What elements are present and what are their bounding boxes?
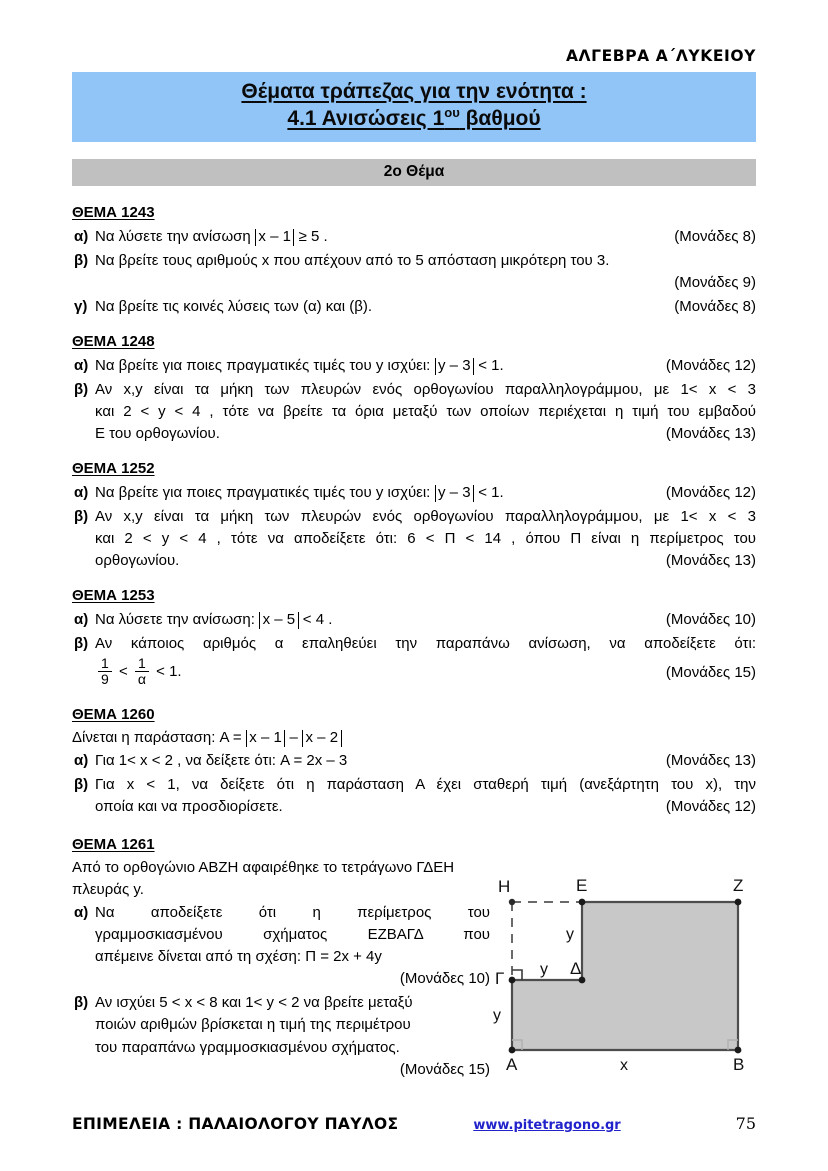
- course-header: ΑΛΓΕΒΡΑ Α΄ΛΥΚΕΙΟΥ: [565, 47, 756, 65]
- geometry-figure-container: [490, 856, 758, 1076]
- vertex-label-E: E: [576, 876, 588, 896]
- relation-operator-2: < 1.: [152, 663, 182, 681]
- problem-lead-pre: Δίνεται η παράσταση: A =: [72, 728, 246, 746]
- fraction-one-over-alpha: [135, 656, 149, 686]
- title-banner: [72, 72, 756, 142]
- editor-credit: ΕΠΙΜΕΛΕΙΑ : ΠΑΛΑΙΟΛΟΓΟΥ ΠΑΥΛΟΣ: [72, 1115, 399, 1133]
- marks-label: (Μονάδες 13): [665, 552, 756, 570]
- problem-item: [72, 379, 756, 445]
- item-label: α): [74, 611, 89, 629]
- item-text: Για 1< x < 2 , να δείξετε ότι: A = 2x – 3: [95, 752, 348, 770]
- marks-label: (Μονάδες 10): [665, 611, 756, 629]
- title-line-2-post: βαθμού: [459, 106, 541, 130]
- side-label-x-bottom: x: [620, 1057, 628, 1075]
- item-text: [95, 226, 328, 248]
- fraction-denominator: 9: [98, 671, 112, 687]
- relation-operator: <: [114, 663, 132, 681]
- item-text-pre: Να λύσετε την ανίσωση: [95, 227, 255, 245]
- title-line-2-sup: ου: [444, 104, 460, 120]
- item-label: γ): [74, 297, 88, 315]
- vertex-label-Delta: Δ: [570, 959, 582, 979]
- item-label: α): [74, 904, 89, 922]
- vertex-label-A: A: [506, 1055, 518, 1075]
- problem-lead: Από το ορθογώνιο ΑΒΖΗ αφαιρέθηκε το τετράγωνο ΓΔΕΗ πλευράς y.: [72, 859, 455, 898]
- item-label: β): [74, 635, 89, 653]
- item-text-line: Αν κάποιος αριθμός α επαληθεύει την παραπάνω ανίσωση, να αποδείξετε ότι:: [95, 635, 756, 653]
- marks-label: (Μονάδες 8): [674, 227, 756, 245]
- problem-title: ΘΕΜΑ 1243: [72, 203, 155, 221]
- item-text-line: ποιών αριθμών βρίσκεται η τιμή της περιμέτρου: [95, 1016, 411, 1034]
- marks-label: (Μονάδες 15): [665, 663, 756, 681]
- problem-lead: [72, 727, 756, 748]
- fraction-denominator: α: [135, 671, 149, 687]
- item-label: β): [74, 380, 89, 398]
- problem-item: [72, 609, 756, 631]
- item-label: α): [74, 752, 89, 770]
- page-number: 75: [735, 1114, 756, 1133]
- absolute-value-expression: y – 3: [435, 358, 475, 375]
- fraction-inequality: [95, 657, 182, 687]
- item-text: Να βρείτε τις κοινές λύσεις των (α) και (β).: [95, 297, 373, 315]
- section-banner: 2ο Θέμα: [72, 159, 756, 186]
- item-label: α): [74, 484, 89, 502]
- problem-1260: [72, 706, 756, 819]
- problem-item: [72, 250, 756, 294]
- item-label: β): [74, 251, 89, 269]
- item-text-post: < 4 .: [298, 611, 333, 629]
- side-label-y-left: y: [493, 1007, 501, 1025]
- marks-label: (Μονάδες 12): [665, 484, 756, 502]
- item-text-post: < 1.: [474, 484, 504, 502]
- item-text-line: και 2 < y < 4 , τότε να αποδείξετε ότι: 6 < Π < 14 , όπου Π είναι η περίμετρος του: [95, 530, 756, 548]
- title-line-2: [287, 106, 540, 133]
- vertex-dot-E: [579, 899, 586, 906]
- item-label: α): [74, 356, 89, 374]
- fraction-one-ninth: [98, 656, 112, 686]
- marks-label: (Μονάδες 12): [665, 356, 756, 374]
- marks-label: (Μονάδες 13): [665, 425, 756, 443]
- problem-item: [72, 226, 756, 248]
- problem-item: [72, 482, 756, 504]
- problem-item: [72, 992, 490, 1080]
- marks-label: (Μονάδες 15): [399, 1060, 490, 1078]
- problem-item: [72, 296, 756, 318]
- item-text-line: Να αποδείξετε ότι η περίμετρος του: [95, 904, 490, 922]
- problem-1253: [72, 587, 756, 687]
- problem-1243: [72, 204, 756, 318]
- problem-title: ΘΕΜΑ 1248: [72, 332, 155, 350]
- problem-1248: [72, 333, 756, 445]
- vertex-label-Z: Z: [733, 876, 744, 896]
- item-text-line: οποία και να προσδιορίσετε.: [95, 798, 283, 816]
- item-text-line: Αν x,y είναι τα μήκη των πλευρών ενός ορθογωνίου παραλληλογράμμου, με 1< x < 3: [95, 380, 756, 398]
- item-label: α): [74, 227, 89, 245]
- problems-list: [72, 204, 756, 1081]
- problem-item: [72, 774, 756, 818]
- problem-item: [72, 633, 756, 687]
- vertex-label-H: H: [498, 877, 511, 897]
- item-text-line: Αν ισχύει 5 < x < 8 και 1< y < 2 να βρείτε μεταξύ: [95, 994, 413, 1012]
- item-text-post: < 1.: [474, 356, 504, 374]
- item-text: Να βρείτε τους αριθμούς x που απέχουν από το 5 απόσταση μικρότερη του 3.: [95, 251, 610, 269]
- minus-operator: –: [285, 728, 303, 746]
- vertex-dot-Gamma: [509, 977, 516, 984]
- title-line-2-pre: 4.1 Ανισώσεις 1: [287, 106, 445, 130]
- vertex-dot-B: [735, 1047, 742, 1054]
- vertex-dot-A: [509, 1047, 516, 1054]
- problem-title: ΘΕΜΑ 1260: [72, 705, 155, 723]
- item-text-line: Για x < 1, να δείξετε ότι η παράσταση Α έχει σταθερή τιμή (ανεξάρτητη του x), την: [95, 776, 756, 794]
- rectangle-minus-square-diagram: [490, 862, 758, 1076]
- item-text: [95, 482, 504, 504]
- item-text: [95, 355, 504, 377]
- item-text-post: ≥ 5 .: [294, 227, 328, 245]
- item-text-line: ορθογωνίου.: [95, 552, 180, 570]
- marks-label: (Μονάδες 10): [399, 970, 490, 988]
- problem-1261: [72, 836, 756, 1080]
- problem-title: ΘΕΜΑ 1252: [72, 460, 155, 478]
- side-label-y-horizontal: y: [540, 961, 548, 979]
- marks-label: (Μονάδες 8): [674, 297, 756, 315]
- item-text-line: του παραπάνω γραμμοσκιασμένου σχήματος.: [95, 1038, 400, 1056]
- fraction-numerator: 1: [101, 655, 109, 672]
- item-label: β): [74, 776, 89, 794]
- website-link[interactable]: www.pitetragono.gr: [473, 1118, 621, 1133]
- item-label: β): [74, 994, 89, 1012]
- item-text-pre: Να λύσετε την ανίσωση:: [95, 611, 260, 629]
- problem-title: ΘΕΜΑ 1253: [72, 587, 155, 605]
- item-text-line: και 2 < y < 4 , τότε να βρείτε τα όρια μεταξύ των οποίων περιέχεται η τιμή του εμβαδού: [95, 403, 756, 421]
- item-text: [95, 609, 332, 631]
- problem-1252: [72, 460, 756, 572]
- item-text-line: γραμμοσκιασμένου σχήματος ΕΖΒΑΓΔ που: [95, 926, 490, 944]
- item-text-line: Αν x,y είναι τα μήκη των πλευρών ενός ορθογωνίου παραλληλογράμμου, με 1< x < 3: [95, 508, 756, 526]
- problem-item: [72, 902, 490, 990]
- side-label-y-vertical-upper: y: [566, 926, 574, 944]
- absolute-value-expression: x – 2: [302, 730, 342, 747]
- marks-label: (Μονάδες 9): [674, 273, 756, 291]
- vertex-dot-Z: [735, 899, 742, 906]
- problem-1261-text-column: [72, 856, 490, 1080]
- problem-item: [72, 750, 756, 772]
- vertex-dot-H: [509, 899, 515, 905]
- absolute-value-expression: x – 1: [246, 730, 286, 747]
- item-label: β): [74, 508, 89, 526]
- title-line-1: Θέματα τράπεζας για την ενότητα :: [241, 80, 587, 103]
- absolute-value-expression: x – 1: [255, 229, 295, 246]
- item-text-pre: Να βρείτε για ποιες πραγματικές τιμές του y ισχύει:: [95, 356, 435, 374]
- vertex-label-Gamma: Γ: [495, 969, 505, 989]
- absolute-value-expression: x – 5: [259, 612, 299, 629]
- vertex-label-B: B: [733, 1055, 745, 1075]
- item-text-pre: Να βρείτε για ποιες πραγματικές τιμές του y ισχύει:: [95, 484, 435, 502]
- problem-title: ΘΕΜΑ 1261: [72, 836, 155, 854]
- problem-item: [72, 355, 756, 377]
- marks-label: (Μονάδες 13): [665, 752, 756, 770]
- item-text-line: απέμεινε δίνεται από τη σχέση: Π = 2x + 4y: [95, 948, 382, 966]
- problem-item: [72, 506, 756, 572]
- absolute-value-expression: y – 3: [435, 485, 475, 502]
- page-footer: [72, 1114, 756, 1133]
- item-text-line: Ε του ορθογωνίου.: [95, 425, 220, 443]
- marks-label: (Μονάδες 12): [665, 798, 756, 816]
- fraction-numerator: 1: [138, 655, 146, 672]
